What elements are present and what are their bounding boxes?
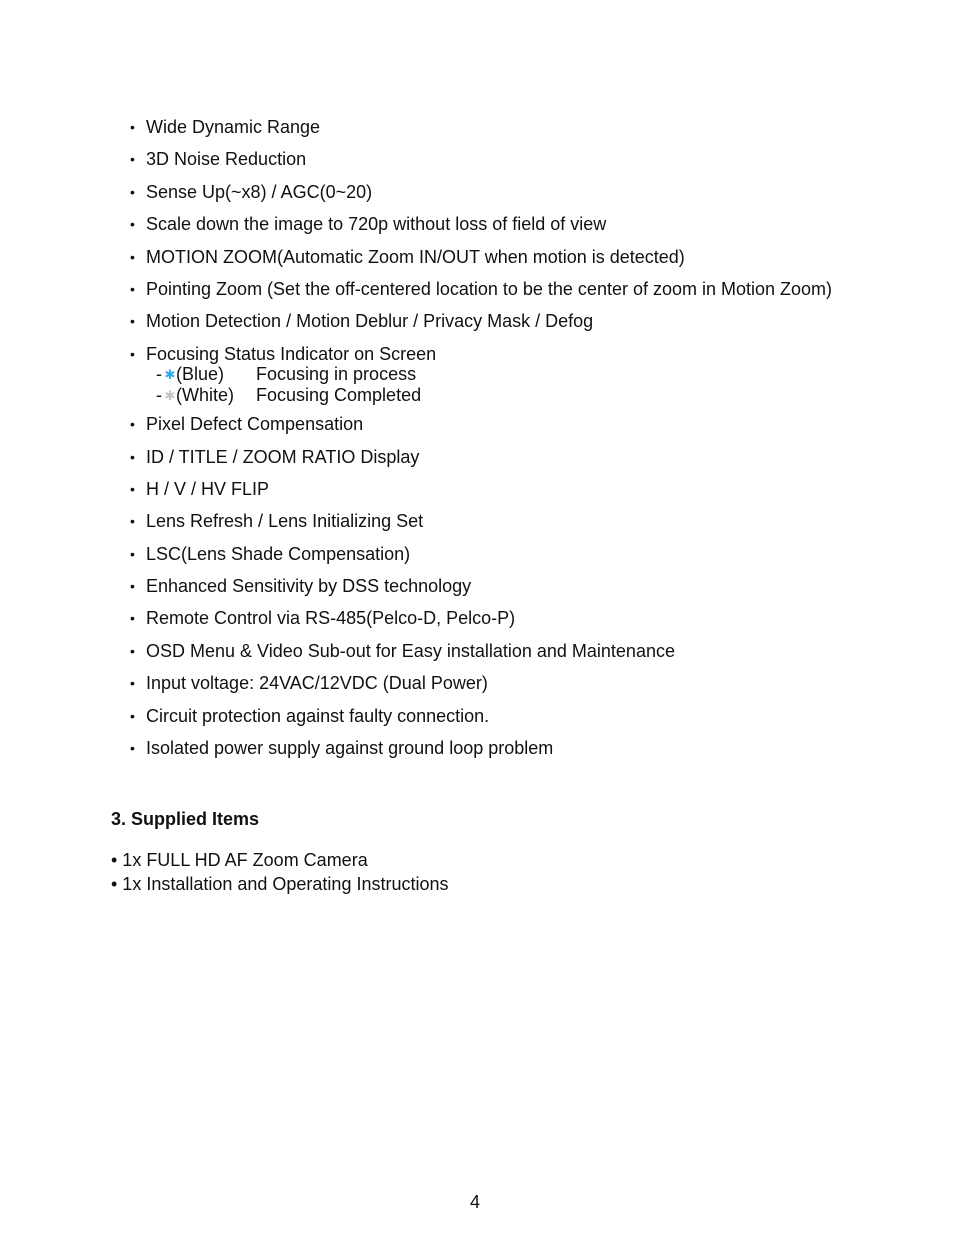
focus-color-label: (White) [176,384,234,405]
feature-text: Lens Refresh / Lens Initializing Set [146,511,424,532]
feature-item [130,640,920,662]
bullet-icon: • [130,216,135,233]
bullet-icon: • [130,707,135,724]
feature-text: H / V / HV FLIP [146,478,270,499]
feature-item [130,116,920,138]
bullet-icon: • [130,578,135,595]
feature-text: MOTION ZOOM(Automatic Zoom IN/OUT when motion is detected) [146,246,685,267]
feature-text: Sense Up(~x8) / AGC(0~20) [146,181,373,202]
feature-text: Remote Control via RS-485(Pelco-D, Pelco-P) [146,608,516,629]
dash: - [156,384,162,405]
dash: - [156,363,162,384]
bullet-icon: • [130,610,135,627]
feature-item-focus-indicator [130,343,920,406]
bullet-icon: • [130,675,135,692]
focus-star-blue-icon: ✱ [164,366,176,382]
focus-status-text: Focusing Completed [256,384,422,405]
feature-item [130,148,920,170]
feature-text: OSD Menu & Video Sub-out for Easy installation and Maintenance [146,640,675,661]
feature-item [130,478,920,500]
feature-item [130,181,920,203]
feature-text: ID / TITLE / ZOOM RATIO Display [146,446,420,467]
feature-item [130,543,920,565]
supplied-item: • 1x Installation and Operating Instructions [111,874,449,894]
feature-text: Isolated power supply against ground loop problem [146,738,554,759]
feature-item [130,737,920,759]
feature-item [130,213,920,235]
bullet-icon: • [130,345,135,362]
feature-item [130,672,920,694]
focus-indicator-legend [146,364,920,406]
feature-item [130,413,920,435]
feature-item [130,446,920,468]
bullet-icon: • [130,513,135,530]
bullet-icon: • [130,183,135,200]
focus-color-label: (Blue) [176,363,225,384]
focus-star-white-icon: ✱ [164,387,176,403]
feature-text: Focusing Status Indicator on Screen [146,343,437,364]
bullet-icon: • [130,151,135,168]
bullet-icon: • [130,416,135,433]
bullet-icon: • [130,248,135,265]
bullet-icon: • [130,480,135,497]
feature-text: Pointing Zoom (Set the off-centered location to be the center of zoom in Motion Zoom) [146,278,833,299]
feature-text: Enhanced Sensitivity by DSS technology [146,576,472,597]
bullet-icon: • [130,642,135,659]
feature-text: Circuit protection against faulty connection. [146,705,490,726]
bullet-icon: • [130,119,135,135]
bullet-icon: • [130,448,135,465]
feature-item [130,278,920,300]
supplied-items-list [111,848,449,896]
feature-text: 3D Noise Reduction [146,149,307,170]
bullet-icon: • [130,313,135,330]
feature-text: Wide Dynamic Range [146,117,321,137]
feature-text: Input voltage: 24VAC/12VDC (Dual Power) [146,673,488,694]
feature-text: Scale down the image to 720p without loss of field of view [146,214,607,235]
feature-item [130,310,920,332]
page-number: 4 [469,1192,480,1212]
feature-text: Motion Detection / Motion Deblur / Privacy Mask / Defog [146,311,594,332]
feature-item [130,510,920,532]
focus-status-text: Focusing in process [256,363,417,384]
feature-item [130,705,920,727]
bullet-icon: • [130,740,135,757]
feature-list [130,116,920,769]
feature-text: LSC(Lens Shade Compensation) [146,543,411,564]
focus-legend-blue [156,364,920,385]
supplied-item: • 1x FULL HD AF Zoom Camera [111,850,368,870]
bullet-icon: • [130,280,135,297]
feature-item [130,246,920,268]
focus-legend-white [156,385,920,406]
bullet-icon: • [130,545,135,562]
feature-item [130,607,920,629]
section-title: 3. Supplied Items [111,809,260,829]
feature-text: Pixel Defect Compensation [146,414,364,435]
feature-item [130,575,920,597]
